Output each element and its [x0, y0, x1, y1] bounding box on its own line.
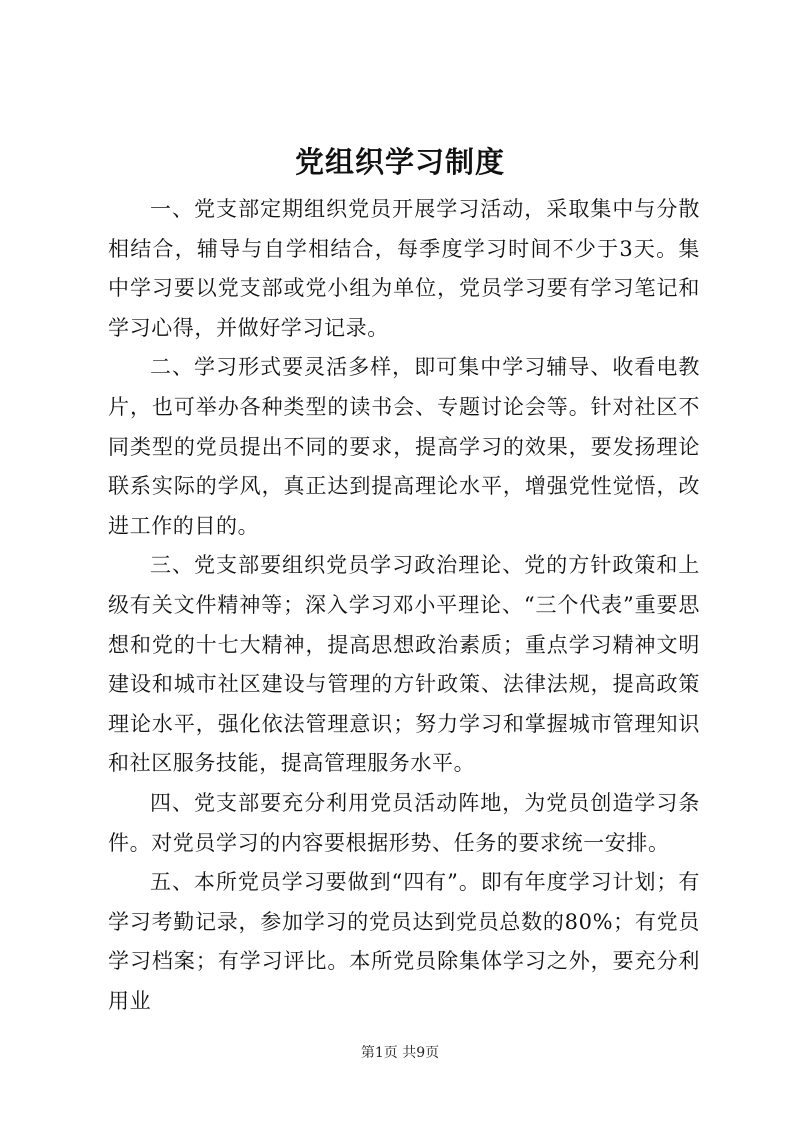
page-footer	[0, 1043, 800, 1063]
document-title: 党组织学习制度	[294, 145, 505, 179]
paragraph-3: 三、党支部要组织党员学习政治理论、党的方针政策和上级有关文件精神等；深入学习邓小平理论、“三个代表”重要思想和党的十七大精神，提高思想政治素质；重点学习精神文明建设和城市社区建设与管理的方针政策、法律法规，提高政策理论水平，强化依法管理意识；努力学习和掌握城市管理知识和社区服务技能，提高管理服务水平。	[108, 553, 700, 776]
paragraph-4: 四、党支部要充分利用党员活动阵地，为党员创造学习条件。对党员学习的内容要根据形势、任务的要求统一安排。	[108, 790, 700, 855]
paragraph-5: 五、本所党员学习要做到“四有”。即有年度学习计划；有学习考勤记录，参加学习的党员达到党员总数的80%；有党员学习档案；有学习评比。本所党员除集体学习之外，要充分利用业	[108, 870, 700, 1013]
page-number: 第1页 共9页	[360, 1045, 440, 1061]
paragraph-1: 一、党支部定期组织党员开展学习活动，采取集中与分散相结合，辅导与自学相结合，每季度学习时间不少于3天。集中学习要以党支部或党小组为单位，党员学习要有学习笔记和学习心得，并做好学习记录。	[108, 197, 700, 340]
document-body	[108, 190, 700, 1021]
paragraph-2: 二、学习形式要灵活多样，即可集中学习辅导、收看电教片，也可举办各种类型的读书会、专题讨论会等。针对社区不同类型的党员提出不同的要求，提高学习的效果，要发扬理论联系实际的学风，真正达到提高理论水平，增强党性觉悟，改进工作的目的。	[108, 355, 700, 538]
